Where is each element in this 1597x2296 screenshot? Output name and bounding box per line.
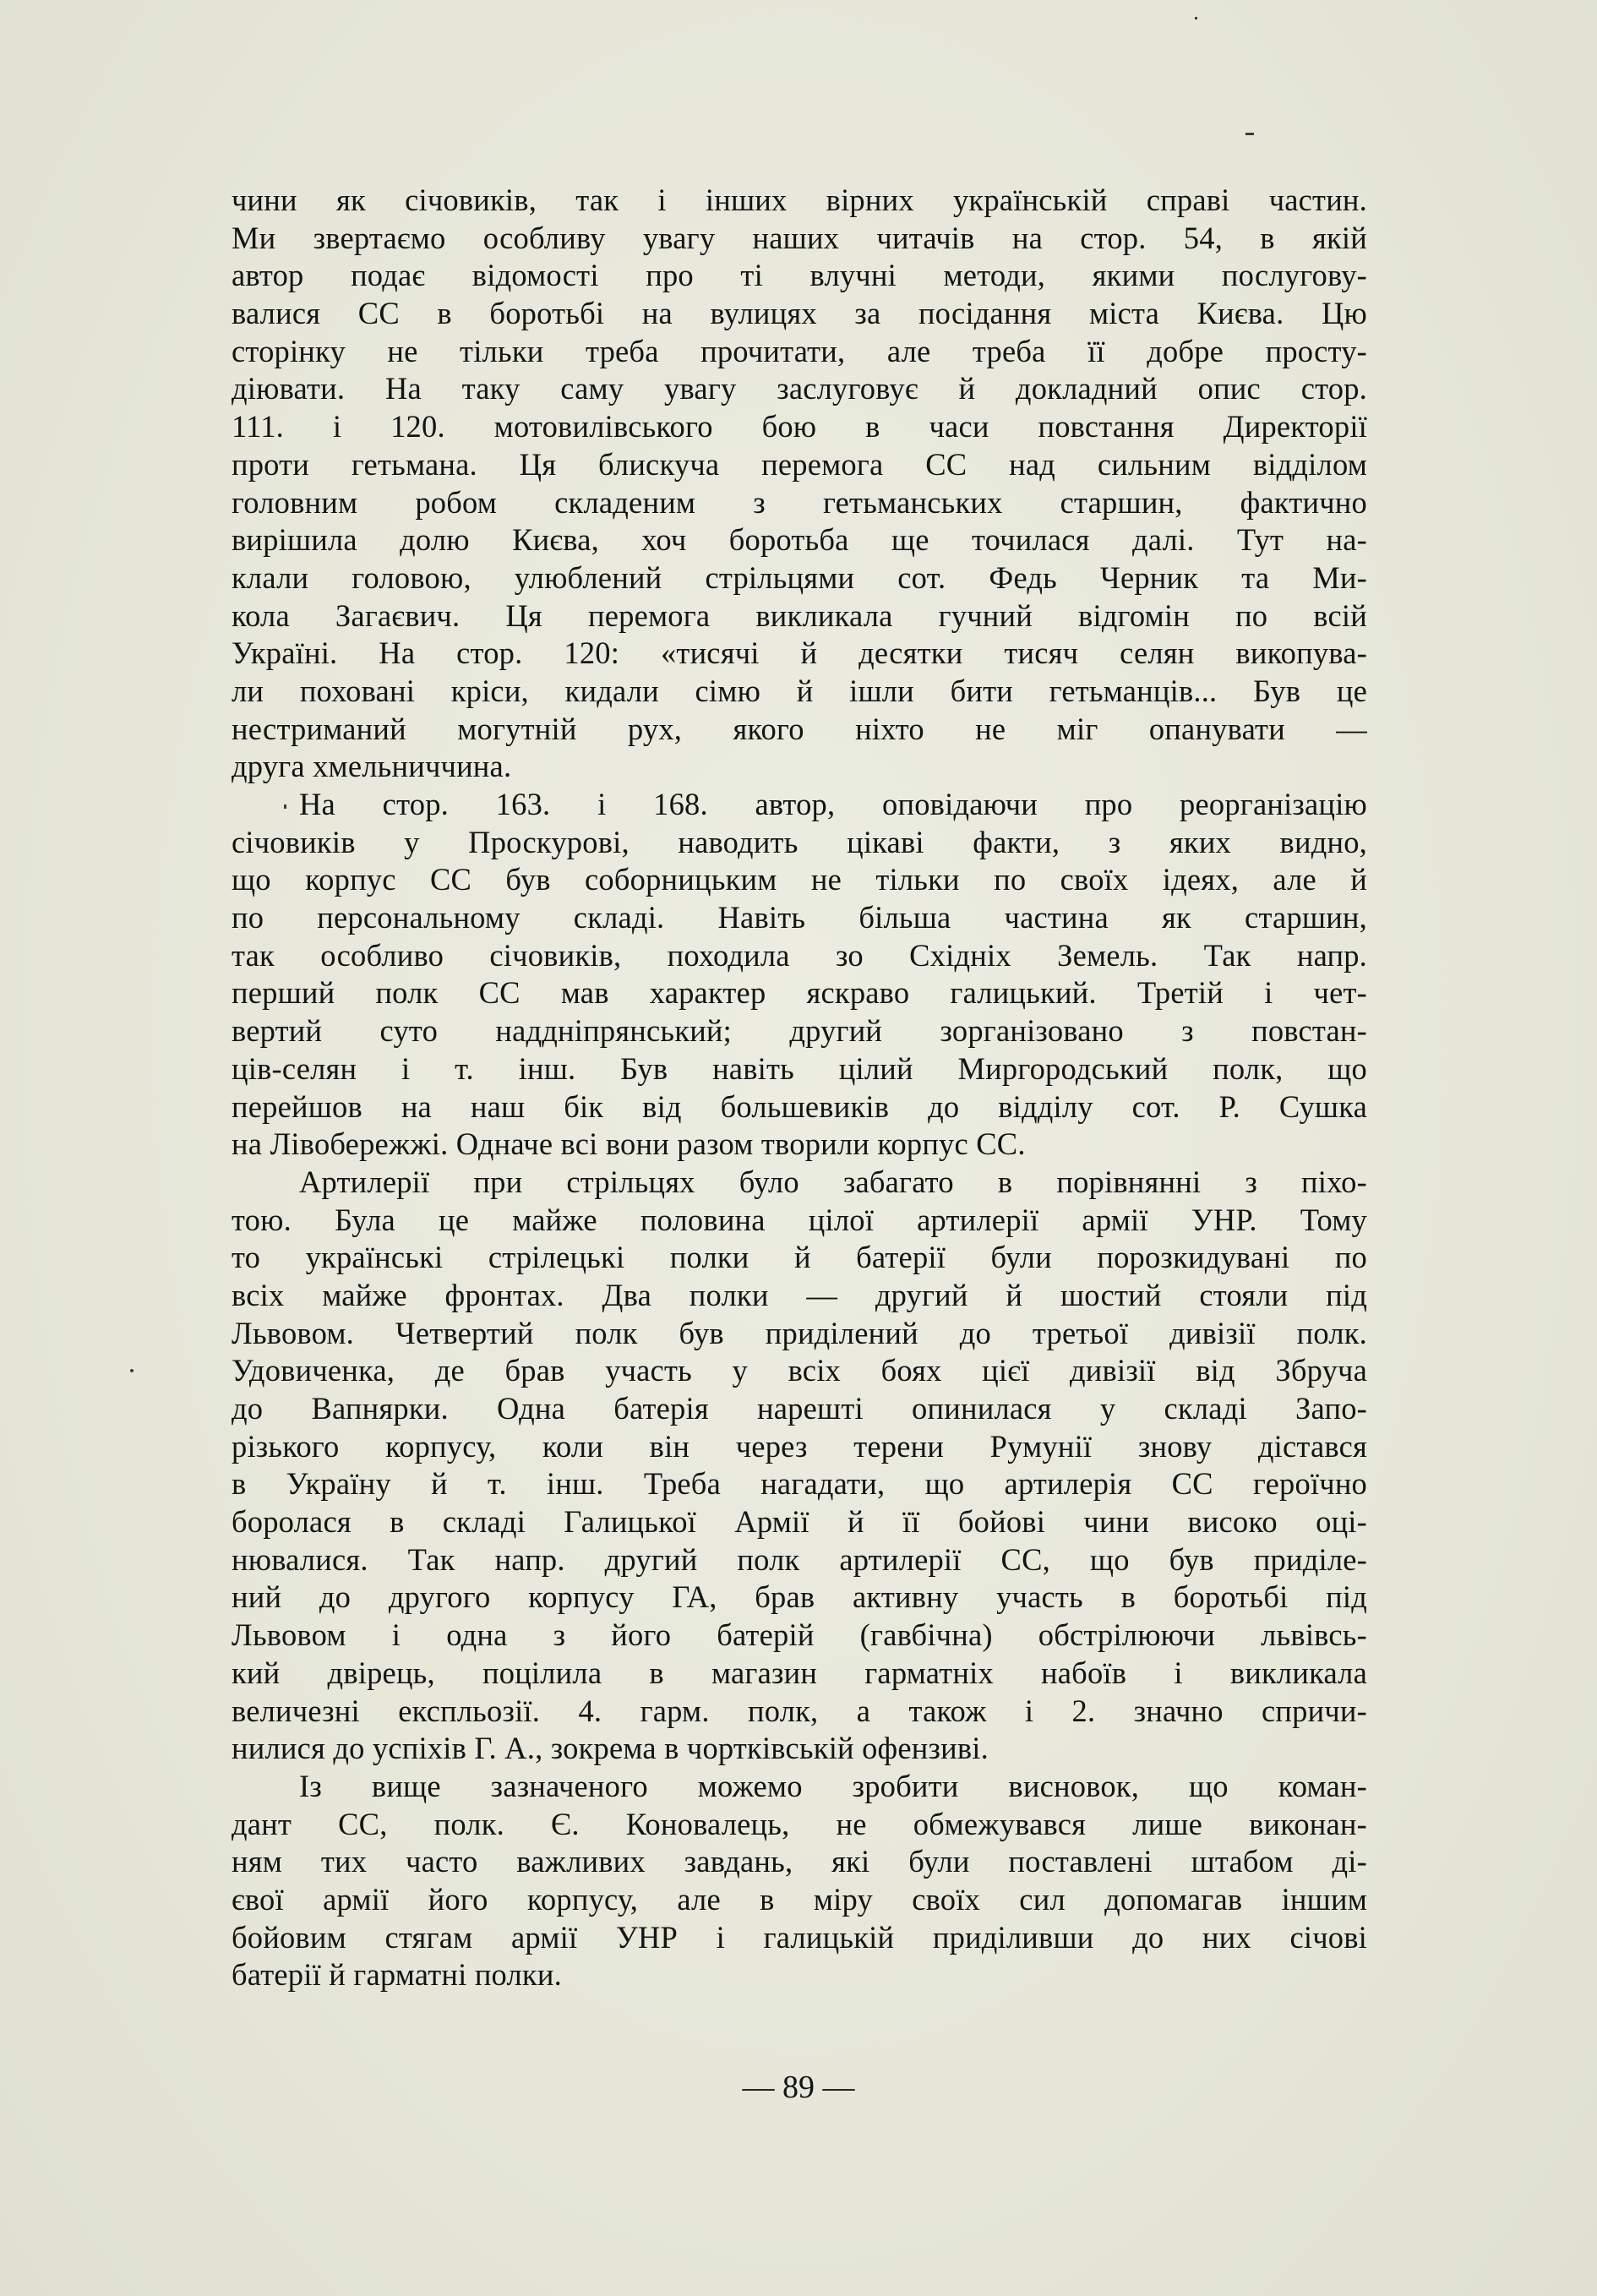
text-line: Із вище зазначеного можемо зробити висновок, що коман- bbox=[299, 1768, 1367, 1803]
body-text bbox=[232, 182, 1367, 1994]
text-line: всіх майже фронтах. Два полки — другий й шостий стояли під bbox=[232, 1277, 1367, 1312]
text-line: дант СС, полк. Є. Коновалець, не обмежувався лише виконан- bbox=[232, 1806, 1367, 1841]
text-line: січовиків у Проскурові, наводить цікаві факти, з яких видно, bbox=[232, 824, 1367, 859]
text-line: Україні. На стор. 120: «тисячі й десятки тисяч селян викопува- bbox=[232, 635, 1367, 671]
text-line: сторінку не тільки треба прочитати, але треба її добре просту- bbox=[232, 333, 1367, 368]
text-line: діювати. На таку саму увагу заслуговує й докладний опис стор. bbox=[232, 371, 1367, 406]
text-line: чини як січовиків, так і інших вірних українській справі частин. bbox=[232, 183, 1367, 217]
text-line: ний до другого корпусу ГА, брав активну участь в боротьбі під bbox=[232, 1579, 1367, 1615]
text-line: проти гетьмана. Ця блискуча перемога СС над сильним відділом bbox=[232, 446, 1367, 482]
text-line: вирішила долю Києва, хоч боротьба ще точилася далі. Тут на- bbox=[232, 522, 1367, 558]
text-line: боролася в складі Галицької Армії й її бойові чини високо оці- bbox=[232, 1504, 1367, 1540]
text-line: головним робом складеним з гетьманських старшин, фактично bbox=[232, 484, 1367, 520]
text-line: по персональному складі. Навіть більша частина як старшин, bbox=[232, 900, 1367, 935]
text-line: Львовом. Четвертий полк був приділений до третьої дивізії полк. bbox=[232, 1315, 1367, 1350]
text-line: нювалися. Так напр. другий полк артилерії СС, що був приділе- bbox=[232, 1541, 1367, 1577]
text-line: євої армії його корпусу, але в міру своїх сил допомагав іншим bbox=[232, 1881, 1367, 1917]
text-line: друга хмельниччина. bbox=[232, 749, 512, 784]
text-line: автор подає відомості про ті влучні методи, якими послугову- bbox=[232, 258, 1367, 293]
text-line: кий двірець, поцілила в магазин гарматніх набоїв і викликала bbox=[232, 1655, 1367, 1690]
text-line: різького корпусу, коли він через терени Румунії знову дістався bbox=[232, 1428, 1367, 1464]
text-line: бойовим стягам армії УНР і галицькій приділивши до них січові bbox=[232, 1919, 1367, 1955]
page-number: — 89 — bbox=[742, 2070, 855, 2105]
text-line: тою. Була це майже половина цілої артилерії армії УНР. Тому bbox=[232, 1202, 1367, 1237]
text-line: батерії й гарматні полки. bbox=[232, 1957, 562, 1993]
text-line: вертий суто наддніпрянський; другий зорганізовано з повстан- bbox=[232, 1013, 1367, 1049]
text-line: перейшов на наш бік від большевиків до відділу сот. Р. Сушка bbox=[232, 1088, 1367, 1124]
scan-speck bbox=[1245, 133, 1254, 135]
text-line: до Вапнярки. Одна батерія нарешті опинилася у складі Запо- bbox=[232, 1391, 1367, 1426]
text-line: Удовиченка, де брав участь у всіх боях цієї дивізії від Збруча bbox=[232, 1353, 1367, 1388]
text-line: величезні експльозії. 4. гарм. полк, а також і 2. значно спричи- bbox=[232, 1693, 1367, 1728]
text-line: то українські стрілецькі полки й батерії були порозкидувані по bbox=[232, 1240, 1367, 1275]
text-line: На стор. 163. і 168. автор, оповідаючи про реорганізацію bbox=[299, 787, 1367, 821]
scan-speck bbox=[130, 1369, 134, 1372]
text-line: нилися до успіхів Г. А., зокрема в чортківській офензиві. bbox=[232, 1731, 989, 1766]
text-line: 111. і 120. мотовилівського бою в часи повстання Директорії bbox=[232, 409, 1367, 444]
text-line: в Україну й т. інш. Треба нагадати, що артилерія СС героїчно bbox=[232, 1466, 1367, 1502]
text-line: нестриманий могутній рух, якого ніхто не міг опанувати — bbox=[232, 711, 1367, 746]
text-line: ли поховані кріси, кидали сімю й ішли бити гетьманців... Був це bbox=[232, 673, 1367, 708]
text-line: ців-селян і т. інш. Був навіть цілий Миргородський полк, що bbox=[232, 1050, 1367, 1086]
text-line: Артилерії при стрільцях було забагато в порівнянні з піхо- bbox=[299, 1164, 1367, 1199]
text-line: що корпус СС був соборницьким не тільки по своїх ідеях, але й bbox=[232, 862, 1367, 897]
text-line: валися СС в боротьбі на вулицях за посідання міста Києва. Цю bbox=[232, 296, 1367, 331]
text-line: ням тих часто важливих завдань, які були поставлені штабом ді- bbox=[232, 1844, 1367, 1879]
text-line: так особливо січовиків, походила зо Східніх Земель. Так напр. bbox=[232, 937, 1367, 973]
scan-speck bbox=[1195, 17, 1197, 19]
text-line: клали головою, улюблений стрільцями сот. Федь Черник та Ми- bbox=[232, 559, 1367, 595]
text-line: кола Загаєвич. Ця перемога викликала гучний відгомін по всій bbox=[232, 597, 1367, 633]
text-line: на Лівобережжі. Одначе всі вони разом творили корпус СС. bbox=[232, 1126, 1026, 1162]
text-line: Львовом і одна з його батерій (гавбічна) обстрілюючи львівсь- bbox=[232, 1617, 1367, 1653]
text-line: перший полк СС мав характер яскраво галицький. Третій і чет- bbox=[232, 975, 1367, 1011]
text-line: Ми звертаємо особливу увагу наших читачів на стор. 54, в якій bbox=[232, 220, 1367, 255]
